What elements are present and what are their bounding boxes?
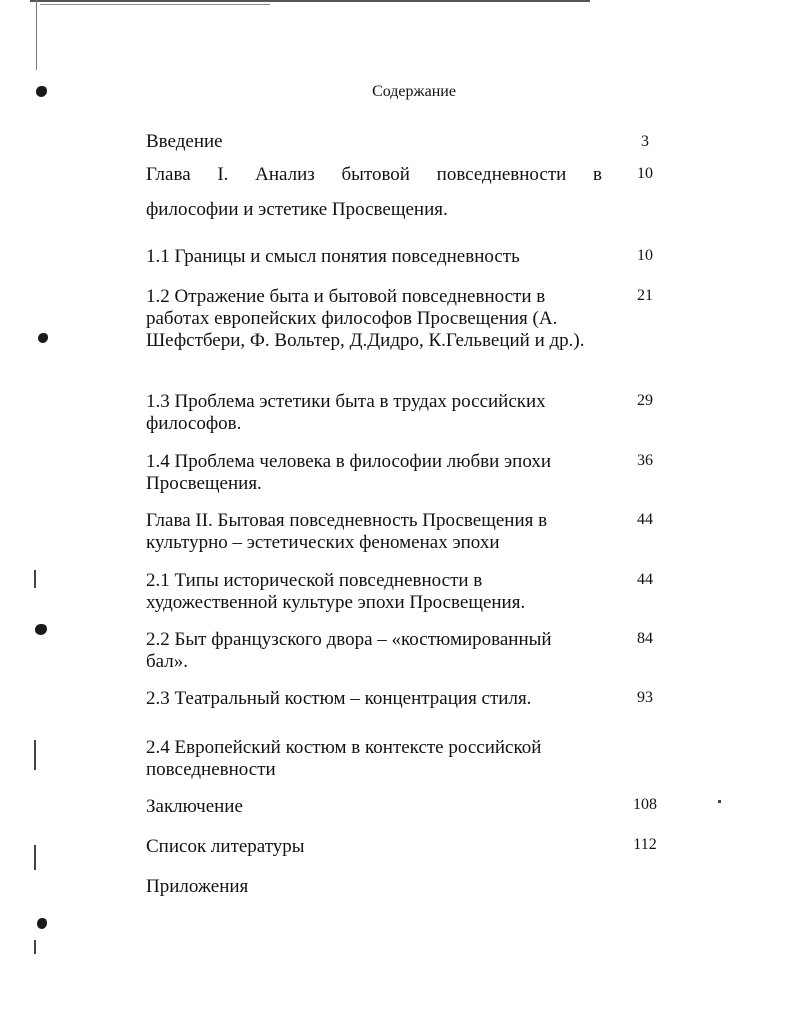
toc-entry-page: 44 — [637, 511, 653, 528]
toc-entry-title: 1.3 Проблема эстетики быта в трудах российских философов. — [146, 391, 546, 434]
scan-speck — [34, 570, 36, 588]
toc-entry — [146, 451, 596, 495]
toc-entry-title: Глава II. Бытовая повседневность Просвещения в культурно – эстетических феноменах эпохи — [146, 510, 548, 553]
punch-hole-mark — [37, 918, 47, 929]
toc-entry — [146, 570, 576, 614]
toc-entry — [146, 629, 596, 673]
toc-entry — [146, 796, 616, 818]
scan-speck — [34, 845, 36, 870]
toc-entry — [146, 510, 591, 554]
toc-entry-page: 44 — [637, 571, 653, 588]
toc-entry-title: Введение — [146, 131, 223, 152]
toc-entry-title: 1.4 Проблема человека в философии любви эпохи Просвещения. — [146, 451, 552, 494]
scan-speck — [34, 940, 36, 954]
scan-speck — [34, 740, 36, 770]
toc-entry — [146, 286, 606, 352]
toc-entry — [146, 688, 616, 710]
punch-hole-mark — [35, 624, 47, 635]
toc-entry-page: 84 — [637, 630, 653, 647]
punch-hole-mark — [38, 333, 48, 343]
toc-heading: Содержание — [372, 83, 456, 100]
toc-entry-title: 2.1 Типы исторической повседневности в художественной культуре эпохи Просвещения. — [146, 570, 526, 613]
toc-entry — [146, 836, 616, 858]
toc-entry-title: 2.4 Европейский костюм в контексте российской повседневности — [146, 737, 542, 780]
toc-entry — [146, 876, 616, 898]
toc-entry-title: 1.2 Отражение быта и бытовой повседневности в работах европейских философов Просвещения (А. Шефстбери, Ф. Вольтер, Д.Дидро, К.Гельвеций и др.). — [146, 286, 585, 351]
toc-entry-page: 10 — [637, 247, 653, 264]
scan-edge-line — [30, 0, 590, 2]
toc-entry-page: 108 — [633, 796, 657, 813]
toc-entry — [146, 391, 591, 435]
toc-entry-continued — [146, 199, 616, 221]
toc-entry — [146, 131, 616, 153]
toc-entry-title: Приложения — [146, 876, 249, 897]
toc-entry — [146, 246, 616, 268]
toc-entry — [146, 164, 602, 186]
toc-entry — [146, 737, 591, 781]
toc-entry-title-line: философии и эстетике Просвещения. — [146, 199, 448, 220]
toc-entry-page: 29 — [637, 392, 653, 409]
toc-entry-page: 112 — [633, 836, 657, 853]
toc-entry-title: Список литературы — [146, 836, 305, 857]
toc-entry-title: Заключение — [146, 796, 243, 817]
scan-edge-line — [40, 4, 270, 5]
toc-entry-title: 1.1 Границы и смысл понятия повседневность — [146, 246, 520, 267]
toc-entry-page: 3 — [641, 133, 649, 150]
toc-entry-page: 10 — [637, 165, 653, 182]
scan-edge-line — [36, 0, 37, 70]
toc-entry-title: 2.2 Быт французского двора – «костюмированный бал». — [146, 629, 552, 672]
toc-entry-title-line: Глава I. Анализ бытовой повседневности в — [146, 164, 602, 185]
toc-entry-title: 2.3 Театральный костюм – концентрация стиля. — [146, 688, 532, 709]
toc-entry-page: 21 — [637, 287, 653, 304]
scan-speck — [718, 800, 721, 803]
toc-entry-page: 36 — [637, 452, 653, 469]
toc-entry-page: 93 — [637, 689, 653, 706]
